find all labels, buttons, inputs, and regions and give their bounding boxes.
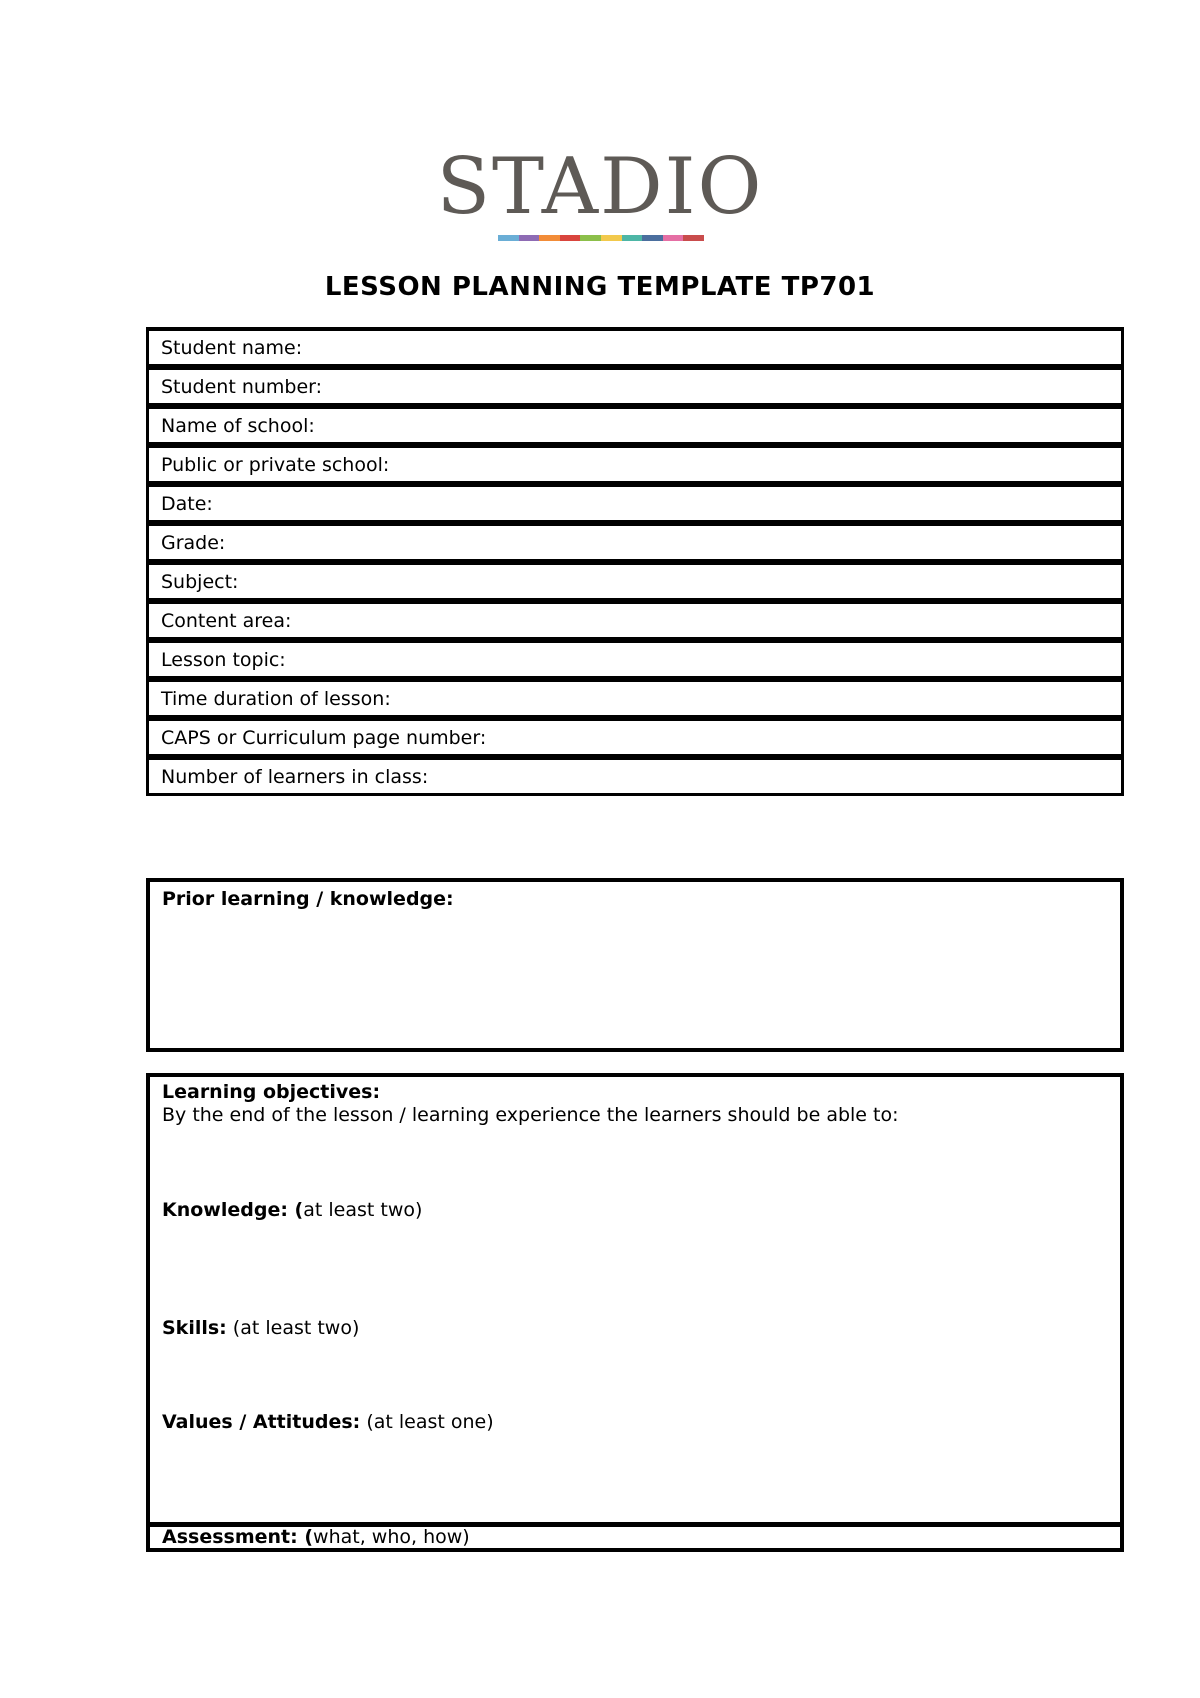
stripe-segment [622,235,643,241]
info-row-school-name[interactable]: Name of school: [146,405,1124,445]
knowledge-note: at least two) [303,1199,423,1221]
stripe-segment [663,235,684,241]
prior-learning-box[interactable] [146,878,1124,1052]
info-row-student-number[interactable]: Student number: [146,366,1124,406]
info-row-lesson-topic[interactable]: Lesson topic: [146,639,1124,679]
learning-objectives-label: Learning objectives: [162,1081,381,1103]
info-row-duration[interactable]: Time duration of lesson: [146,678,1124,718]
stripe-segment [683,235,704,241]
stripe-segment [601,235,622,241]
values-line [162,1411,494,1433]
info-row-subject[interactable]: Subject: [146,561,1124,601]
skills-line [162,1317,359,1339]
skills-label: Skills: [162,1317,227,1339]
stripe-segment [580,235,601,241]
prior-learning-label: Prior learning / knowledge: [162,888,454,910]
info-row-content-area[interactable]: Content area: [146,600,1124,640]
stripe-segment [539,235,560,241]
info-row-school-type[interactable]: Public or private school: [146,444,1124,484]
assessment-box[interactable] [146,1522,1124,1552]
info-row-grade[interactable]: Grade: [146,522,1124,562]
learning-objectives-intro: By the end of the lesson / learning experience the learners should be able to: [162,1104,899,1126]
values-label: Values / Attitudes: [162,1411,361,1433]
page-title: LESSON PLANNING TEMPLATE TP701 [324,272,876,302]
assessment-note: what, who, how) [313,1526,470,1548]
info-row-caps-page[interactable]: CAPS or Curriculum page number: [146,717,1124,757]
info-row-student-name[interactable]: Student name: [146,327,1124,367]
stripe-segment [498,235,519,241]
stadio-logo [420,142,780,246]
stripe-segment [560,235,581,241]
student-info-table [146,327,1124,796]
assessment-label: Assessment: ( [162,1526,314,1548]
knowledge-label: Knowledge: ( [162,1199,304,1221]
knowledge-line [162,1199,422,1221]
stripe-segment [642,235,663,241]
logo-color-stripe [498,235,704,241]
values-note: (at least one) [360,1411,494,1433]
learning-objectives-box[interactable] [146,1073,1124,1527]
stripe-segment [519,235,540,241]
skills-note: (at least two) [226,1317,360,1339]
info-row-learner-count[interactable]: Number of learners in class: [146,756,1124,796]
logo-wordmark: STADIO [436,142,764,232]
info-row-date[interactable]: Date: [146,483,1124,523]
